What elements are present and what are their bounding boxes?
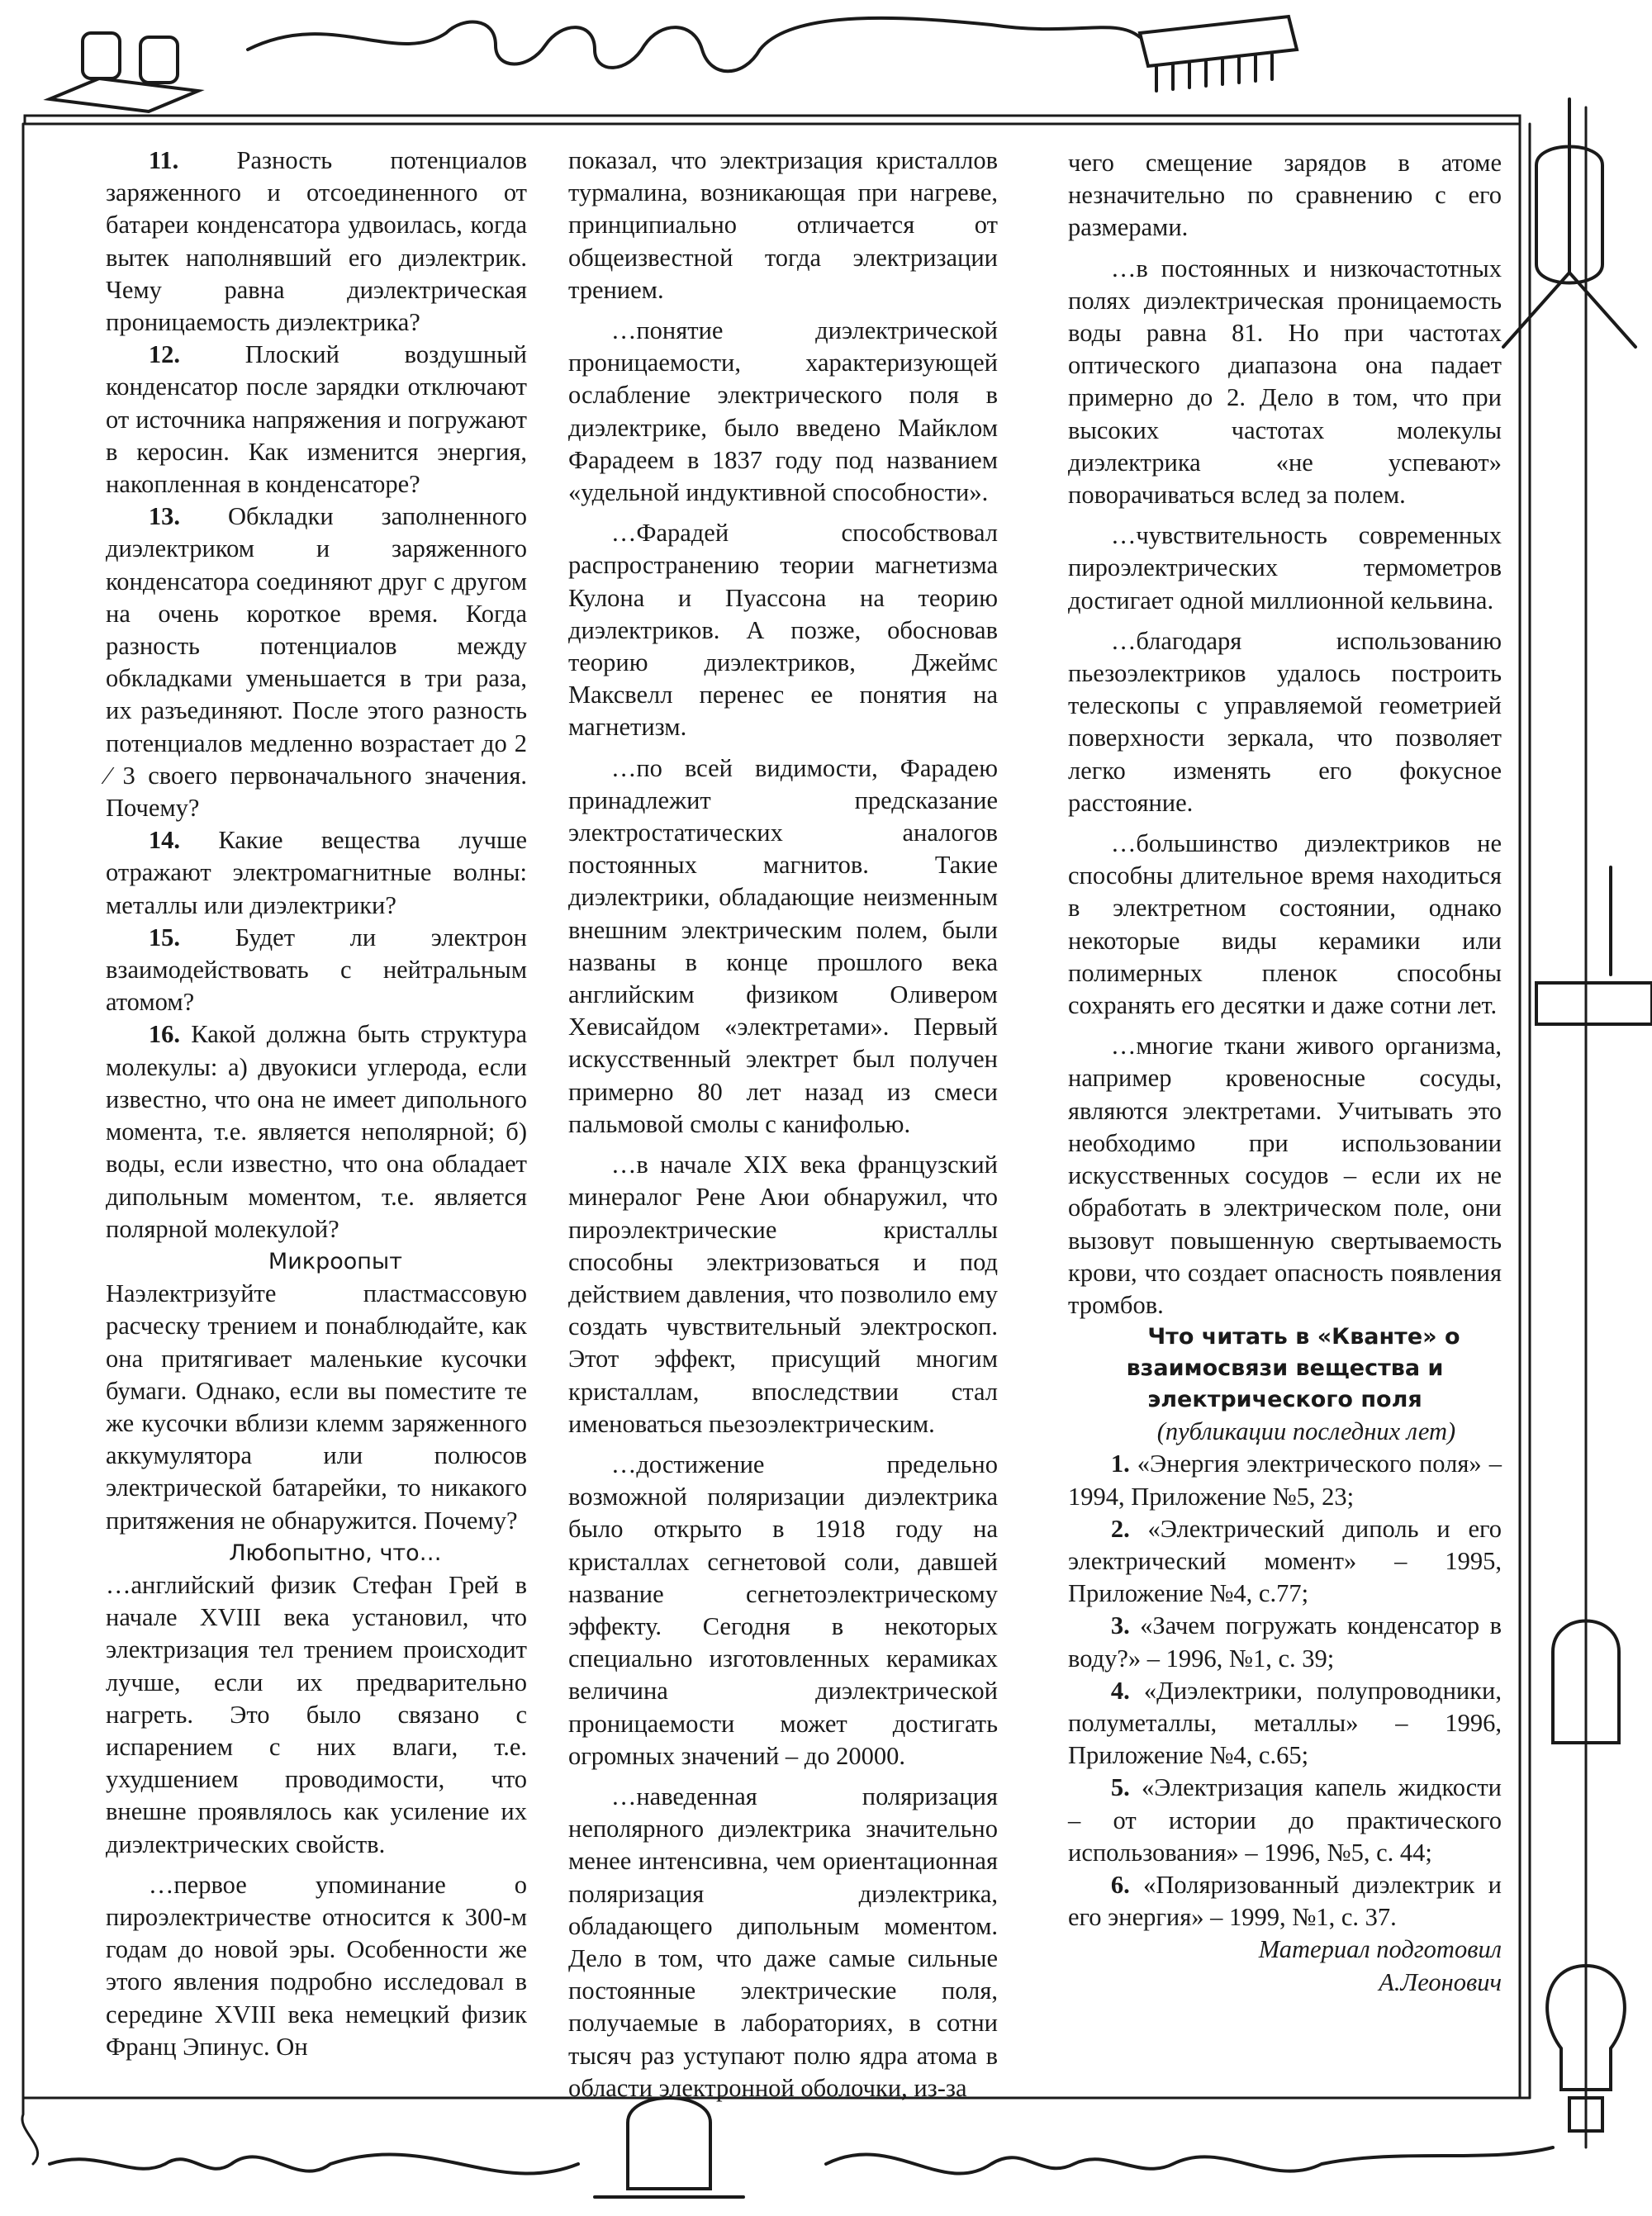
reference-number: 4. [1110,1676,1130,1705]
electric-motor-icon [595,2098,743,2197]
author-credit [1068,1934,1502,1998]
curious-paragraph: …в начале XIX века французский минералог Рене Аюи обнаружил, что пироэлектрические кристаллы способны электризоваться и под действием давления, что позволило ему создать чувствительный электроскоп. Этот эффект, присущий многим кристаллам, впоследствии стал именоваться пьезоэлектрическим. [568,1151,998,1438]
insulator-right [140,37,178,83]
reference-text: «Энергия электрического поля» – 1994, Приложение №5, 23; [1068,1450,1502,1511]
stand-icon [1536,867,1652,1024]
reference-text: «Диэлектрики, полупроводники, полуметаллы, металлы» – 1996, Приложение №4, с.65; [1068,1676,1502,1770]
reference-item [1068,1513,1502,1611]
reference-item [1068,1869,1502,1934]
curious-paragraph: …по всей видимости, Фарадею принадлежит предсказание электростатических аналогов постоянных магнитов. Такие диэлектрики, обладающие неизменным внешним электрическим полем, были названы в конце прошлого века английским физиком Оливером Хевисайдом «электретами». Первый искусственный электрет был получен примерно 80 лет назад из смеси пальмовой смолы с канифолью. [568,753,998,1138]
problem-text: Какой должна быть структура молекулы: а) двуокиси углерода, если известно, что она не имеет дипольного момента, т.е. является неполярной; б) воды, если известно, что она обладает дипольным моментом, т.е. является полярной молекулой? [106,1020,527,1243]
curious-paragraph: …наведенная поляризация неполярного диэлектрика значительно менее интенсивна, чем ориентационная поляризация диэлектрика, обладающего дипольным моментом. Дело в том, что даже самые сильные постоянные электрические поля, получаемые в лабораториях, в сотни тысяч раз уступают полю ядра атома в области электронной оболочки, из-за [568,1782,998,2102]
insulator-left [83,33,120,78]
curious-paragraph: …понятие диэлектрической проницаемости, характеризующей ослабление электрического поля в диэлектрике, было введено Майклом Фарадеем в 1837 году под названием «удельной индуктивной способности». [568,316,998,507]
problem-text: Будет ли электрон взаимодействовать с нейтральным атомом? [106,923,527,1017]
electroscope-icon [1503,99,1635,347]
curious-paragraph: показал, что электризация кристаллов турмалина, возникающая при нагреве, принципиально отличается от общеизвестной тогда электризации трением. [568,146,998,304]
micro-experiment-heading: Микроопыт [268,1248,402,1274]
credit-author: А.Леонович [1379,1967,1502,1996]
problem-16 [106,1018,527,1245]
reference-item [1068,1610,1502,1674]
problem-15 [106,922,527,1019]
column-middle [568,145,998,2104]
problem-text: Разность потенциалов заряженного и отсоединенного от батареи конденсатора удвоилась, когда вытек наполнявший его диэлектрик. Чему равна диэлектрическая проницаемость диэлектрика? [106,146,527,337]
problem-number: 13. [148,502,180,531]
reference-number: 5. [1110,1773,1130,1802]
reading-list-subtitle: (публикации последних лет) [1156,1417,1456,1446]
problem-number: 14. [148,826,180,855]
reference-item [1068,1448,1502,1512]
problem-number: 16. [148,1020,180,1049]
reference-number: 1. [1110,1450,1130,1478]
curious-paragraph: чего смещение зарядов в атоме незначительно по сравнению с его размерами. [1068,149,1502,242]
column-right [1068,147,1502,1999]
reference-number: 2. [1110,1514,1130,1543]
curious-paragraph: …английский физик Стефан Грей в начале XVIII века установил, что электризация тел трением происходит лучше, если их предварительно нагреть. Это было связано с испарением с них влаги, т.е. ухудшением проводимости, что внешне проявлялось как усиление их диэлектрических свойств. [106,1570,527,1858]
problem-text: Плоский воздушный конденсатор после зарядки отключают от источника напряжения и погружают в керосин. Как изменится энергия, накопленная в конденсаторе? [106,340,527,499]
curious-paragraph: …достижение предельно возможной поляризации диэлектрика было открыто в 1918 году на кристаллах сегнетовой соли, давшей название сегнетоэлектрическому эффекту. Сегодня в некоторых специально изготовленных керамиках величина диэлектрической проницаемости может достигать огромных значений – до 20000. [568,1450,998,1770]
micro-experiment-text: Наэлектризуйте пластмассовую расческу трением и понаблюдайте, как она притягивает маленькие кусочки бумаги. Однако, если вы поместите те же кусочки вблизи клемм заряженного аккумулятора или полюсов электрической батарейки, то никакого притяжения не обнаружится. Почему? [106,1279,527,1535]
problem-14 [106,824,527,922]
problem-number: 12. [148,340,180,369]
left-border-wire [22,124,38,2164]
curious-paragraph: …благодаря использованию пьезоэлектриков удалось построить телескопы с управляемой геометрией поверхности зеркала, что позволяет легко изменять его фокусное расстояние. [1068,626,1502,817]
column-left [106,145,527,2063]
problem-11 [106,145,527,339]
reference-text: «Электризация капель жидкости – от истории до практического использования» – 1996, №5, с. 44; [1068,1773,1502,1867]
curious-paragraph: …большинство диэлектриков не способны длительное время находиться в электретном состоянии, однако некоторые виды керамики или полимерных пленок способны сохранять его десятки и даже сотни лет. [1068,829,1502,1020]
problem-12 [106,339,527,501]
problem-text: Какие вещества лучше отражают электромагнитные волны: металлы или диэлектрики? [106,826,528,919]
problem-number: 11. [148,146,179,174]
problem-number: 15. [148,923,180,951]
curious-paragraph: …первое упоминание о пироэлектричестве относится к 300-м годам до новой эры. Особенности же этого явления подробно исследовал в середине XVIII века немецкий физик Франц Эпинус. Он [106,1870,527,2061]
bottom-wire-loops [50,2147,1553,2174]
reference-item [1068,1675,1502,1772]
reading-list-heading: Что читать в «Кванте» о взаимосвязи вещества и электрического поля [1126,1324,1460,1413]
top-wire-loops [248,18,1140,71]
reference-text: «Электрический диполь и его электрический момент» – 1995, Приложение №4, с.77; [1068,1514,1502,1608]
reference-item [1068,1772,1502,1869]
curious-paragraph: …Фарадей способствовал распространению теории магнетизма Кулона и Пуассона на теорию диэлектриков. А позже, обосновав теорию диэлектриков, Джеймс Максвелл перенес ее понятия на магнетизм. [568,519,998,742]
credit-label: Материал подготовил [1258,1935,1502,1964]
curious-paragraph: …многие ткани живого организма, например кровеносные сосуды, являются электретами. Учитывать это необходимо при использовании искусственных сосудов – если их не обработать в электрическом поле, они вызовут повышенную свертываемость крови, что создает опасность появления тромбов. [1068,1032,1502,1319]
problem-text: Обкладки заполненного диэлектриком и заряженного конденсатора соединяют друг с другом на очень короткое время. Когда разность потенциалов между обкладками уменьшается в три раза, их разъединяют. После этого разность потенциалов медленно возрастает до 2 ⁄ 3 своего первоначального значения. Почему? [106,502,528,823]
top-border-wire [25,116,1520,124]
reference-number: 3. [1110,1611,1130,1640]
insulator-board [50,78,198,112]
comb-icon [1140,17,1297,91]
problem-13 [106,501,527,824]
reference-number: 6. [1110,1870,1130,1899]
curious-paragraph: …чувствительность современных пироэлектрических термометров достигает одной миллионной кельвина. [1068,521,1502,615]
right-border-wire [1520,124,1530,2098]
reference-text: «Зачем погружать конденсатор в воду?» – 1996, №1, с. 39; [1068,1611,1502,1673]
reference-text: «Поляризованный диэлектрик и его энергия» – 1999, №1, с. 37. [1068,1870,1502,1932]
curious-paragraph: …в постоянных и низкочастотных полях диэлектрическая проницаемость воды равна 81. Но при частотах оптического диапазона она падает примерно до 2. Дело в том, что при высоких частотах молекулы диэлектрика «не успевают» поворачиваться вслед за полем. [1068,254,1502,510]
curious-heading: Любопытно, что… [229,1540,442,1566]
